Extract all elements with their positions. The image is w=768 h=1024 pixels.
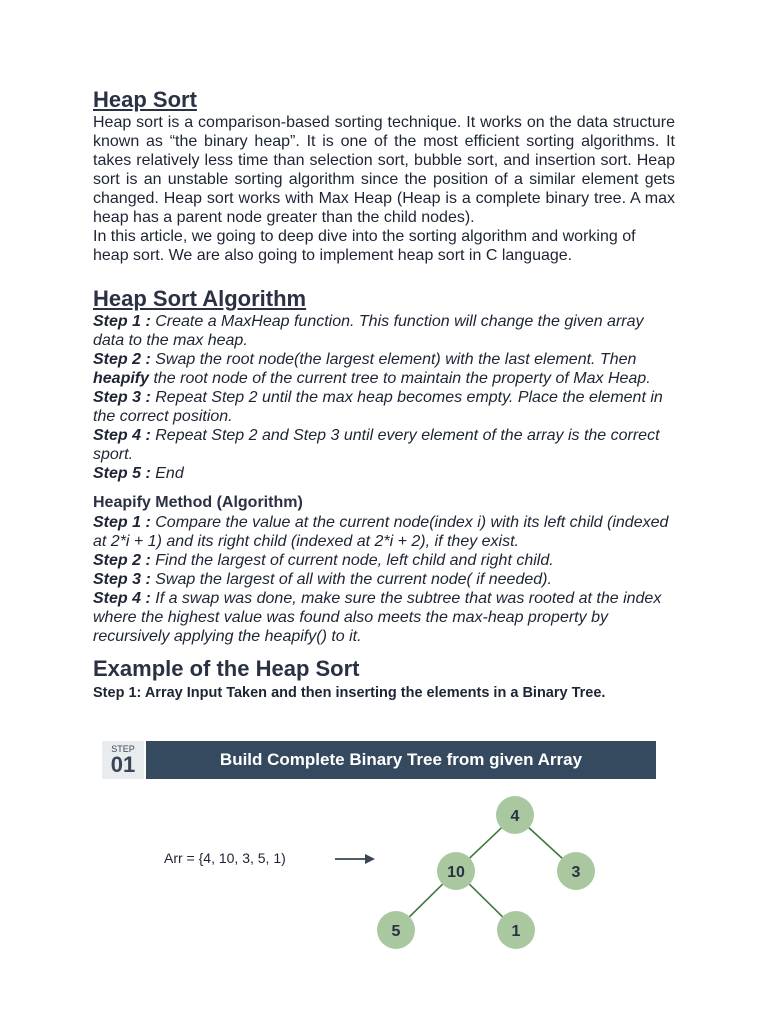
tree-node-label: 10 — [447, 864, 465, 881]
example-heading: Example of the Heap Sort — [93, 656, 360, 681]
intro-paragraph: Heap sort is a comparison-based sorting technique. It works on the data structure known as “the binary heap”. It is one of the most efficient sorting algorithms. It takes relatively less time than selection sort, bubble sort, and insertion sort. Heap sort is an unstable sorting algorithm since the position of a similar element gets changed. Heap sort works with Max Heap (Heap is a complete binary tree. A max heap has a parent node greater than the child nodes). — [93, 114, 675, 226]
article-paragraph: In this article, we going to deep dive into the sorting algorithm and working of heap sort. We are also going to implement heap sort in C language. — [93, 228, 636, 264]
step-badge-number: 01 — [110, 752, 136, 777]
algo-step-3: Step 3 : Repeat Step 2 until the max heap becomes empty. Place the element in the correct position. — [93, 389, 663, 425]
tree-node-label: 4 — [510, 808, 520, 825]
heapify-step-2: Step 2 : Find the largest of current node, left child and right child. — [93, 552, 554, 569]
heapify-step-4: Step 4 : If a swap was done, make sure the subtree that was rooted at the index where the highest value was found also meets the max-heap property by recursively applying the heapify() to it. — [93, 590, 662, 645]
step-banner — [102, 741, 656, 779]
tree-node-label: 5 — [391, 923, 401, 940]
tree-node-label: 3 — [571, 864, 581, 881]
example-step-text: Step 1: Array Input Taken and then inserting the elements in a Binary Tree. — [93, 685, 606, 701]
step-badge — [102, 741, 144, 779]
algo-step-5: Step 5 : End — [93, 465, 184, 482]
tree-node-label: 1 — [511, 923, 521, 940]
step-badge-label: STEP — [111, 744, 135, 754]
heap-sort-heading: Heap Sort — [93, 87, 197, 112]
arrow-head-icon — [365, 854, 375, 864]
algo-step-1: Step 1 : Create a MaxHeap function. This function will change the given array data to the max heap. — [93, 313, 644, 349]
algo-step-4: Step 4 : Repeat Step 2 and Step 3 until every element of the array is the correct sport. — [93, 427, 660, 463]
algorithm-heading: Heap Sort Algorithm — [93, 286, 307, 311]
array-label: Arr = {4, 10, 3, 5, 1) — [164, 850, 286, 866]
heapify-step-3: Step 3 : Swap the largest of all with the current node( if needed). — [93, 571, 552, 588]
banner-title: Build Complete Binary Tree from given Array — [146, 741, 656, 779]
document-body — [93, 86, 675, 703]
heapify-heading: Heapify Method (Algorithm) — [93, 494, 303, 511]
binary-tree-diagram — [320, 790, 610, 960]
algo-step-2: Step 2 : Swap the root node(the largest element) with the last element. Then heapify the root node of the current tree to maintain the property of Max Heap. — [93, 351, 651, 387]
heapify-step-1: Step 1 : Compare the value at the current node(index i) with its left child (indexed at 2*i + 1) and its right child (indexed at 2*i + 2), if they exist. — [93, 514, 669, 550]
